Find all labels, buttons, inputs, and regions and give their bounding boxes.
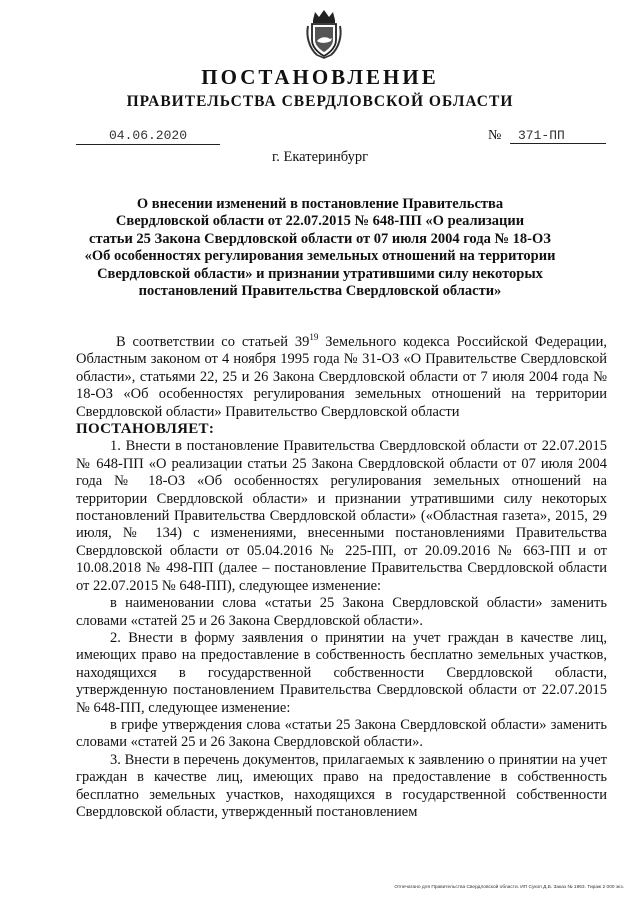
article-superscript: 19	[309, 332, 319, 343]
paragraph-1-amendment: в наименовании слова «статьи 25 Закона Свердловской области» заменить словами «статей 25 и 26 Закона Свердловской области».	[76, 595, 607, 629]
preamble-text-cont: Земельного кодекса Российской Федерации, Областным законом от 4 ноября 1995 года № 31-ОЗ «О Правительстве Свердловской области», статьями 22, 25 и 26 Закона Свердловской области от 7 июля 2004 года № 18-ОЗ «Об особенностях регулирования земельных отношений на территории Свердловской области» Правительство Свердловской области	[76, 334, 607, 420]
paragraph-2: 2. Внести в форму заявления о принятии на учет граждан в качестве лиц, имеющих право на предоставление в собственность бесплатно земельных участков, находящихся в государственной собственности Свердловской области, утвержденную постановлением Правительства Свердловской области от 22.07.2015 № 648-ПП, следующее изменение:	[76, 629, 607, 716]
document-type-title: ПОСТАНОВЛЕНИЕ	[201, 65, 439, 89]
paragraph-1: 1. Внести в постановление Правительства Свердловской области от 22.07.2015 № 648-ПП «О реализации статьи 25 Закона Свердловской области от 07 июля 2004 года № 18-ОЗ «Об особенностях регулирования земельных отношений на территории Свердловской области» и признании утратившими силу некоторых постановлений Правительства Свердловской области» («Областная газета», 2015, 29 июля, № 134) с изменениями, внесенными постановлениями Правительства Свердловской области от 05.04.2016 № 225-ПП, от 20.09.2016 № 663-ПП и от 10.08.2018 № 498-ПП (далее – постановление Правительства Свердловской области от 22.07.2015 № 648-ПП), следующее изменение:	[76, 438, 607, 594]
preamble-paragraph	[76, 334, 607, 421]
resolve-heading: ПОСТАНОВЛЯЕТ:	[76, 421, 215, 438]
city-line: г. Екатеринбург	[271, 149, 369, 165]
number-label: №	[488, 128, 502, 143]
sverdlovsk-coat-of-arms-icon	[303, 8, 345, 60]
heading-line: постановлений Правительства Свердловской области»	[138, 283, 502, 300]
preamble-text: В соответствии со статьей 39	[116, 334, 310, 350]
paragraph-2-amendment: в грифе утверждения слова «статьи 25 Закона Свердловской области» заменить словами «статей 25 и 26 Закона Свердловской области».	[76, 716, 607, 751]
issuer-subtitle: ПРАВИТЕЛЬСТВА СВЕРДЛОВСКОЙ ОБЛАСТИ	[126, 93, 514, 110]
heading-line: статьи 25 Закона Свердловской области от 07 июля 2004 года № 18-ОЗ	[89, 230, 551, 247]
document-body	[76, 334, 607, 821]
document-heading	[72, 196, 568, 300]
document-number: 371-ПП	[510, 128, 606, 144]
heading-line: О внесении изменений в постановление Правительства	[136, 196, 504, 212]
paragraph-3: 3. Внести в перечень документов, прилагаемых к заявлению о принятии на учет граждан в качестве лиц, имеющих право на предоставление в собственность бесплатно земельных участков, находящихся в государственной собственности Свердловской области, утвержденный постановлением	[76, 751, 607, 820]
document-date: 04.06.2020	[76, 128, 220, 145]
heading-line: Свердловской области от 22.07.2015 № 648-ПП «О реализации	[115, 213, 525, 230]
print-imprint: Отпечатано для Правительства Свердловской области. ИП Сукоп Д.Б. Заказ № 1963. Тираж 2 000 экз.	[394, 885, 624, 890]
heading-line: «Об особенностях регулирования земельных отношений на территории	[84, 248, 556, 265]
heading-line: Свердловской области» и признании утратившими силу некоторых	[97, 265, 543, 282]
